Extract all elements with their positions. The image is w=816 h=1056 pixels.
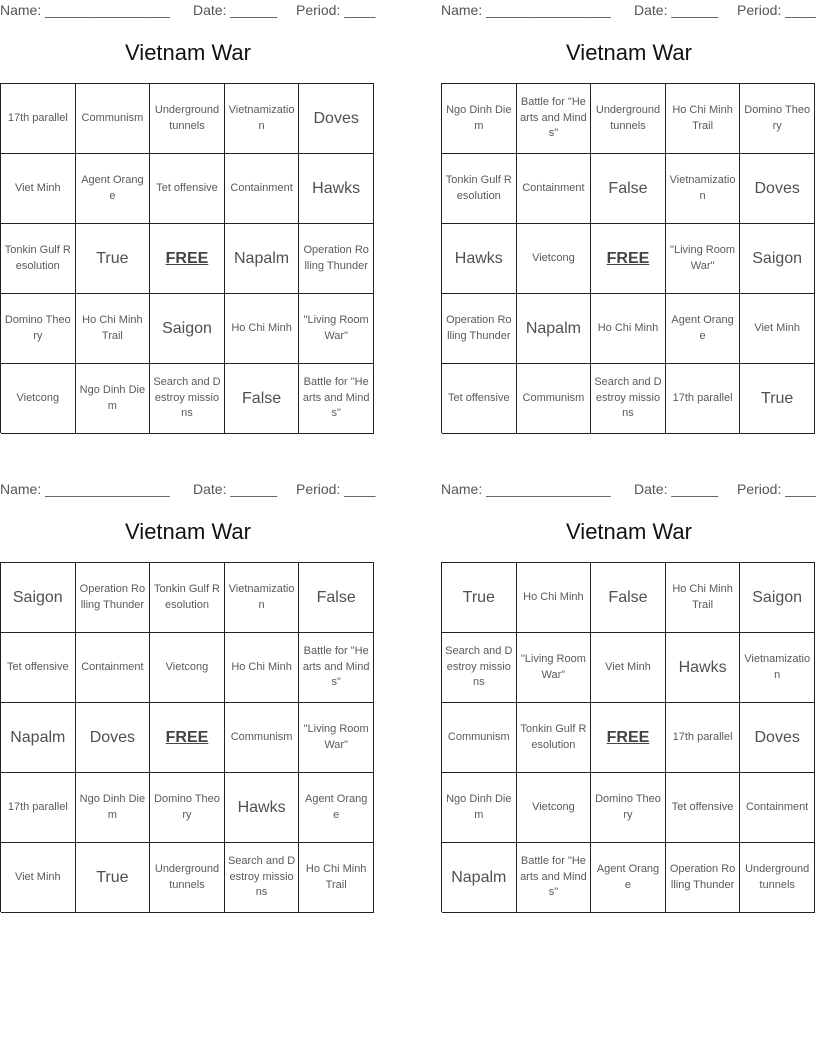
bingo-cell: Tet offensive xyxy=(442,364,517,434)
bingo-cell: Domino Theory xyxy=(740,84,815,154)
bingo-cell: 17th parallel xyxy=(1,84,76,154)
bingo-cell: 17th parallel xyxy=(1,773,76,843)
bingo-cell: Saigon xyxy=(1,563,76,633)
bingo-cell: Ho Chi Minh Trail xyxy=(76,294,151,364)
bingo-cell: Tonkin Gulf Resolution xyxy=(517,703,592,773)
bingo-cell: False xyxy=(299,563,374,633)
bingo-cell: "Living Room War" xyxy=(517,633,592,703)
bingo-cell: Hawks xyxy=(666,633,741,703)
bingo-cell: Operation Rolling Thunder xyxy=(76,563,151,633)
bingo-grid xyxy=(441,562,815,912)
bingo-cell: Battle for "Hearts and Minds" xyxy=(517,843,592,913)
bingo-cell: Underground tunnels xyxy=(740,843,815,913)
bingo-cell: Vietcong xyxy=(150,633,225,703)
bingo-cell: Operation Rolling Thunder xyxy=(442,294,517,364)
bingo-cell: Tet offensive xyxy=(1,633,76,703)
date-field-label: Date: ______ xyxy=(634,481,719,497)
bingo-cell: Ngo Dinh Diem xyxy=(76,773,151,843)
bingo-cell: Saigon xyxy=(740,563,815,633)
bingo-cell: Vietnamization xyxy=(740,633,815,703)
name-field-label: Name: ________________ xyxy=(441,2,611,18)
name-field-label: Name: ________________ xyxy=(441,481,611,497)
bingo-cell: False xyxy=(591,154,666,224)
bingo-cell: Doves xyxy=(76,703,151,773)
bingo-cell: Search and Destroy missions xyxy=(150,364,225,434)
bingo-cell: Containment xyxy=(740,773,815,843)
bingo-cell: Napalm xyxy=(225,224,300,294)
bingo-cell: Ho Chi Minh Trail xyxy=(666,563,741,633)
bingo-grid xyxy=(441,83,815,433)
free-space: FREE xyxy=(150,703,225,773)
bingo-cell: Tonkin Gulf Resolution xyxy=(1,224,76,294)
bingo-grid xyxy=(0,562,374,912)
bingo-cell: Containment xyxy=(225,154,300,224)
free-space: FREE xyxy=(150,224,225,294)
period-field-label: Period: ____ xyxy=(737,2,816,18)
bingo-cell: Vietnamization xyxy=(225,84,300,154)
bingo-cell: Agent Orange xyxy=(666,294,741,364)
bingo-cell: 17th parallel xyxy=(666,703,741,773)
bingo-cell: Underground tunnels xyxy=(591,84,666,154)
bingo-card-1 xyxy=(0,0,376,436)
date-field-label: Date: ______ xyxy=(634,2,719,18)
bingo-cell: Tonkin Gulf Resolution xyxy=(442,154,517,224)
bingo-cell: True xyxy=(442,563,517,633)
bingo-cell: Domino Theory xyxy=(591,773,666,843)
bingo-grid xyxy=(0,83,374,433)
bingo-cell: Underground tunnels xyxy=(150,84,225,154)
bingo-cell: Hawks xyxy=(442,224,517,294)
bingo-cell: Saigon xyxy=(740,224,815,294)
bingo-cell: Agent Orange xyxy=(76,154,151,224)
bingo-cell: Search and Destroy missions xyxy=(591,364,666,434)
bingo-cell: Ho Chi Minh Trail xyxy=(299,843,374,913)
bingo-cell: True xyxy=(76,224,151,294)
bingo-cell: Tet offensive xyxy=(150,154,225,224)
bingo-cell: Napalm xyxy=(1,703,76,773)
bingo-cell: Communism xyxy=(442,703,517,773)
bingo-cell: Underground tunnels xyxy=(150,843,225,913)
bingo-cell: 17th parallel xyxy=(666,364,741,434)
bingo-cell: Ho Chi Minh xyxy=(225,294,300,364)
period-field-label: Period: ____ xyxy=(737,481,816,497)
bingo-cell: Battle for "Hearts and Minds" xyxy=(299,364,374,434)
bingo-cell: Hawks xyxy=(299,154,374,224)
period-field-label: Period: ____ xyxy=(296,2,376,18)
name-field-label: Name: ________________ xyxy=(0,2,170,18)
bingo-cell: Ngo Dinh Diem xyxy=(76,364,151,434)
bingo-cell: False xyxy=(225,364,300,434)
header-line xyxy=(441,2,816,20)
bingo-cell: "Living Room War" xyxy=(299,294,374,364)
card-title: Vietnam War xyxy=(125,519,251,544)
bingo-cell: Domino Theory xyxy=(150,773,225,843)
bingo-cell: Saigon xyxy=(150,294,225,364)
bingo-cell: Ho Chi Minh Trail xyxy=(666,84,741,154)
date-field-label: Date: ______ xyxy=(193,2,278,18)
bingo-cell: Vietcong xyxy=(517,773,592,843)
bingo-cell: Ngo Dinh Diem xyxy=(442,773,517,843)
bingo-cell: False xyxy=(591,563,666,633)
bingo-cell: Search and Destroy missions xyxy=(225,843,300,913)
bingo-cell: Vietnamization xyxy=(666,154,741,224)
bingo-cell: Ho Chi Minh xyxy=(225,633,300,703)
bingo-cell: True xyxy=(740,364,815,434)
bingo-cell: Battle for "Hearts and Minds" xyxy=(299,633,374,703)
bingo-cell: Napalm xyxy=(517,294,592,364)
bingo-cell: Battle for "Hearts and Minds" xyxy=(517,84,592,154)
bingo-cell: "Living Room War" xyxy=(666,224,741,294)
bingo-cell: True xyxy=(76,843,151,913)
date-field-label: Date: ______ xyxy=(193,481,278,497)
bingo-card-2 xyxy=(441,0,816,436)
name-field-label: Name: ________________ xyxy=(0,481,170,497)
bingo-cell: Agent Orange xyxy=(591,843,666,913)
bingo-cell: Ho Chi Minh xyxy=(517,563,592,633)
bingo-card-4 xyxy=(441,479,816,915)
bingo-cell: Tonkin Gulf Resolution xyxy=(150,563,225,633)
bingo-cell: "Living Room War" xyxy=(299,703,374,773)
bingo-cell: Ho Chi Minh xyxy=(591,294,666,364)
bingo-card-3 xyxy=(0,479,376,915)
bingo-cell: Containment xyxy=(517,154,592,224)
bingo-cell: Domino Theory xyxy=(1,294,76,364)
bingo-cell: Doves xyxy=(299,84,374,154)
bingo-cell: Containment xyxy=(76,633,151,703)
bingo-cell: Viet Minh xyxy=(740,294,815,364)
card-title: Vietnam War xyxy=(566,519,692,544)
bingo-cell: Operation Rolling Thunder xyxy=(666,843,741,913)
period-field-label: Period: ____ xyxy=(296,481,376,497)
bingo-cell: Vietcong xyxy=(517,224,592,294)
header-line xyxy=(441,481,816,499)
bingo-cell: Communism xyxy=(225,703,300,773)
bingo-cell: Doves xyxy=(740,154,815,224)
bingo-cell: Viet Minh xyxy=(591,633,666,703)
free-space: FREE xyxy=(591,703,666,773)
card-title: Vietnam War xyxy=(566,40,692,65)
bingo-cell: Hawks xyxy=(225,773,300,843)
bingo-cell: Operation Rolling Thunder xyxy=(299,224,374,294)
header-line xyxy=(0,481,376,499)
bingo-cell: Communism xyxy=(76,84,151,154)
bingo-cell: Doves xyxy=(740,703,815,773)
bingo-cell: Search and Destroy missions xyxy=(442,633,517,703)
bingo-cell: Napalm xyxy=(442,843,517,913)
free-space: FREE xyxy=(591,224,666,294)
bingo-cell: Vietnamization xyxy=(225,563,300,633)
card-title: Vietnam War xyxy=(125,40,251,65)
bingo-cell: Tet offensive xyxy=(666,773,741,843)
header-line xyxy=(0,2,376,20)
bingo-cell: Agent Orange xyxy=(299,773,374,843)
bingo-cell: Viet Minh xyxy=(1,843,76,913)
bingo-cell: Vietcong xyxy=(1,364,76,434)
bingo-cell: Communism xyxy=(517,364,592,434)
bingo-cell: Viet Minh xyxy=(1,154,76,224)
bingo-cell: Ngo Dinh Diem xyxy=(442,84,517,154)
